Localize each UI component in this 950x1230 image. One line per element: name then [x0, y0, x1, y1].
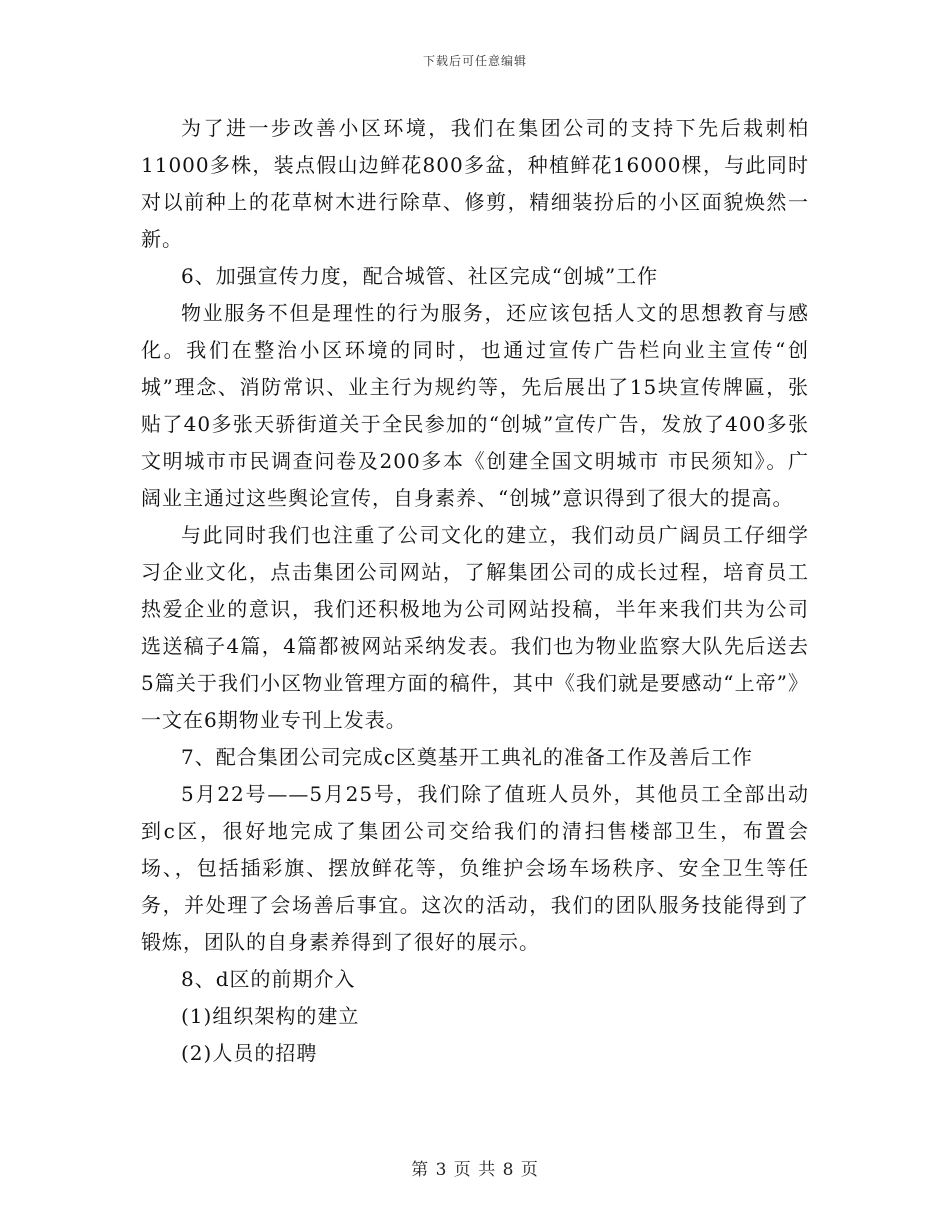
paragraph: 物业服务不但是理性的行为服务，还应该包括人文的思想教育与感化。我们在整治小区环境的同时，也通过宣传广告栏向业主宣传“创城”理念、消防常识、业主行为规约等，先后展出了15块宣传牌匾，张贴了40多张天骄街道关于全民参加的“创城”宣传广告，发放了400多张文明城市市民调查问卷及200多本《创建全国文明城市 市民须知》。广阔业主通过这些舆论宣传，自身素养、“创城”意识得到了很大的提高。: [141, 301, 809, 510]
list-item: (1)组织架构的建立: [181, 1004, 360, 1028]
page-footer: 第 3 页 共 8 页: [411, 1160, 539, 1180]
document-body: [141, 110, 809, 1072]
section-heading: 8、d区的前期介入: [181, 967, 356, 991]
section-heading: 7、配合集团公司完成c区奠基开工典礼的准备工作及善后工作: [181, 745, 753, 769]
page-header: 下载后可任意编辑: [422, 54, 527, 68]
paragraph: 与此同时我们也注重了公司文化的建立，我们动员广阔员工仔细学习企业文化，点击集团公司网站，了解集团公司的成长过程，培育员工热爱企业的意识，我们还积极地为公司网站投稿，半年来我们共为公司选送稿子4篇，4篇都被网站采纳发表。我们也为物业监察大队先后送去5篇关于我们小区物业管理方面的稿件，其中《我们就是要感动“上帝”》一文在6期物业专刊上发表。: [141, 523, 809, 732]
paragraph: 5月22号——5月25号，我们除了值班人员外，其他员工全部出动到c区，很好地完成了集团公司交给我们的清扫售楼部卫生，布置会场、，包括插彩旗、摆放鲜花等，负维护会场车场秩序、安全卫生等任务，并处理了会场善后事宜。这次的活动，我们的团队服务技能得到了锻炼，团队的自身素养得到了很好的展示。: [141, 782, 809, 954]
paragraph: 为了进一步改善小区环境，我们在集团公司的支持下先后栽刺柏11000多株，装点假山边鲜花800多盆，种植鲜花16000棵，与此同时对以前种上的花草树木进行除草、修剪，精细装扮后的小区面貌焕然一新。: [141, 116, 809, 251]
section-heading: 6、加强宣传力度，配合城管、社区完成“创城”工作: [181, 264, 659, 288]
list-item: (2)人员的招聘: [181, 1041, 318, 1065]
